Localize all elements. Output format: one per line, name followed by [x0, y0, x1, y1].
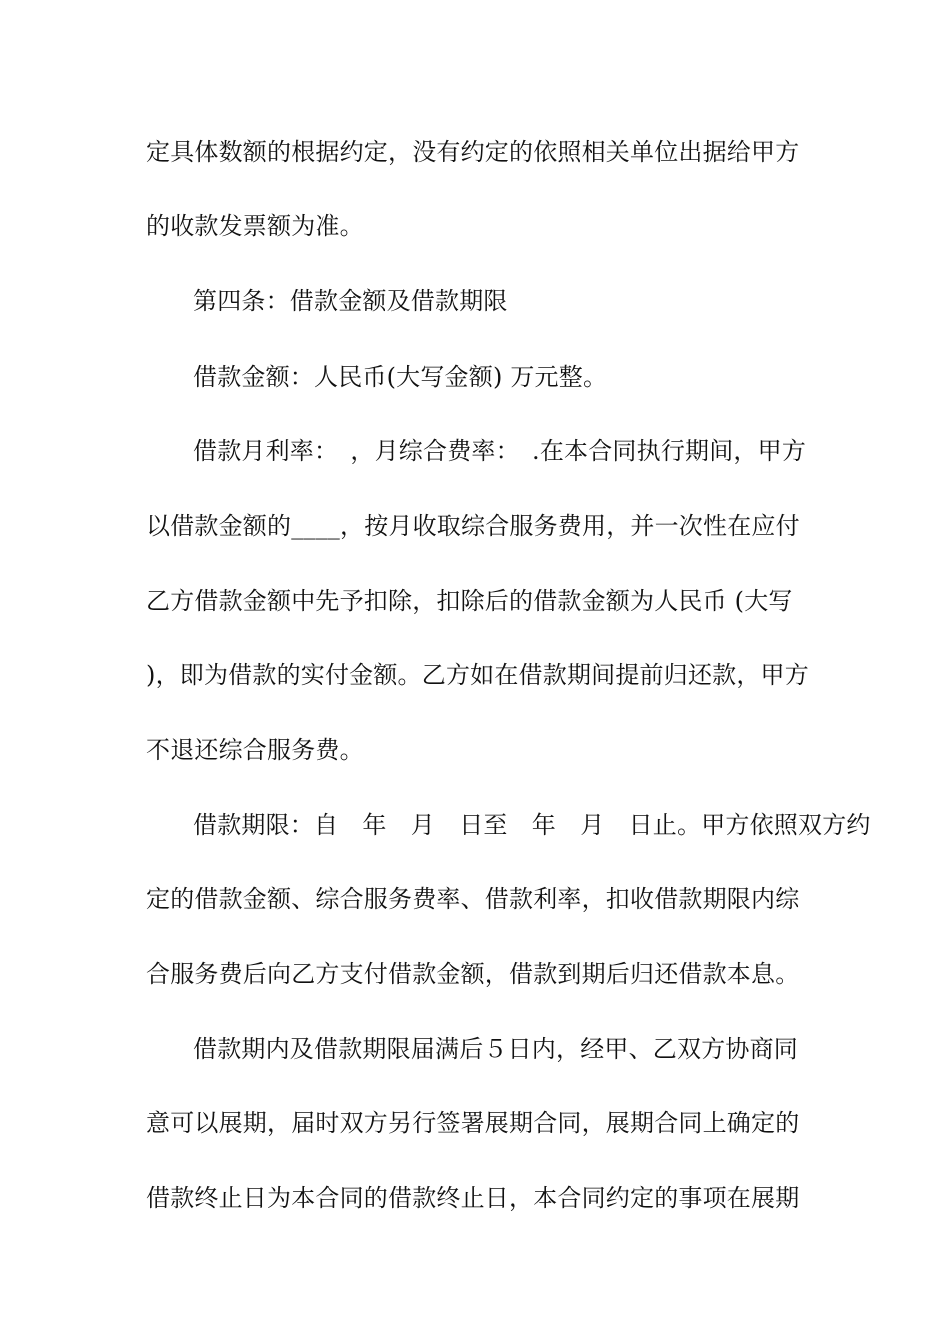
paragraph-line: )，即为借款的实付金额。乙方如在借款期间提前归还款，甲方 [146, 661, 809, 689]
paragraph-line: 合服务费后向乙方支付借款金额，借款到期后归还借款本息。 [146, 960, 800, 988]
paragraph-line: 借款月利率： ，月综合费率： .在本合同执行期间，甲方 [193, 437, 807, 465]
paragraph-line: 意可以展期，届时双方另行签署展期合同，展期合同上确定的 [146, 1109, 800, 1137]
paragraph-line: 借款终止日为本合同的借款终止日，本合同约定的事项在展期 [146, 1184, 800, 1212]
section-heading: 第四条：借款金额及借款期限 [193, 287, 508, 315]
paragraph-line: 以借款金额的____，按月收取综合服务费用，并一次性在应付 [146, 512, 800, 540]
paragraph-line: 借款金额：人民币(大写金额) 万元整。 [193, 363, 608, 391]
paragraph-line: 借款期内及借款期限届满后５日内，经甲、乙双方协商同 [193, 1035, 798, 1063]
paragraph-line: 不退还综合服务费。 [146, 736, 364, 764]
paragraph-line: 定的借款金额、综合服务费率、借款利率，扣收借款期限内综 [146, 885, 800, 913]
paragraph-line: 定具体数额的根据约定，没有约定的依照相关单位出据给甲方 [146, 138, 800, 166]
paragraph-line: 乙方借款金额中先予扣除，扣除后的借款金额为人民币 (大写 [146, 587, 793, 615]
paragraph-line: 借款期限：自 年 月 日至 年 月 日止。甲方依照双方约 [193, 811, 871, 839]
paragraph-line: 的收款发票额为准。 [146, 212, 364, 240]
